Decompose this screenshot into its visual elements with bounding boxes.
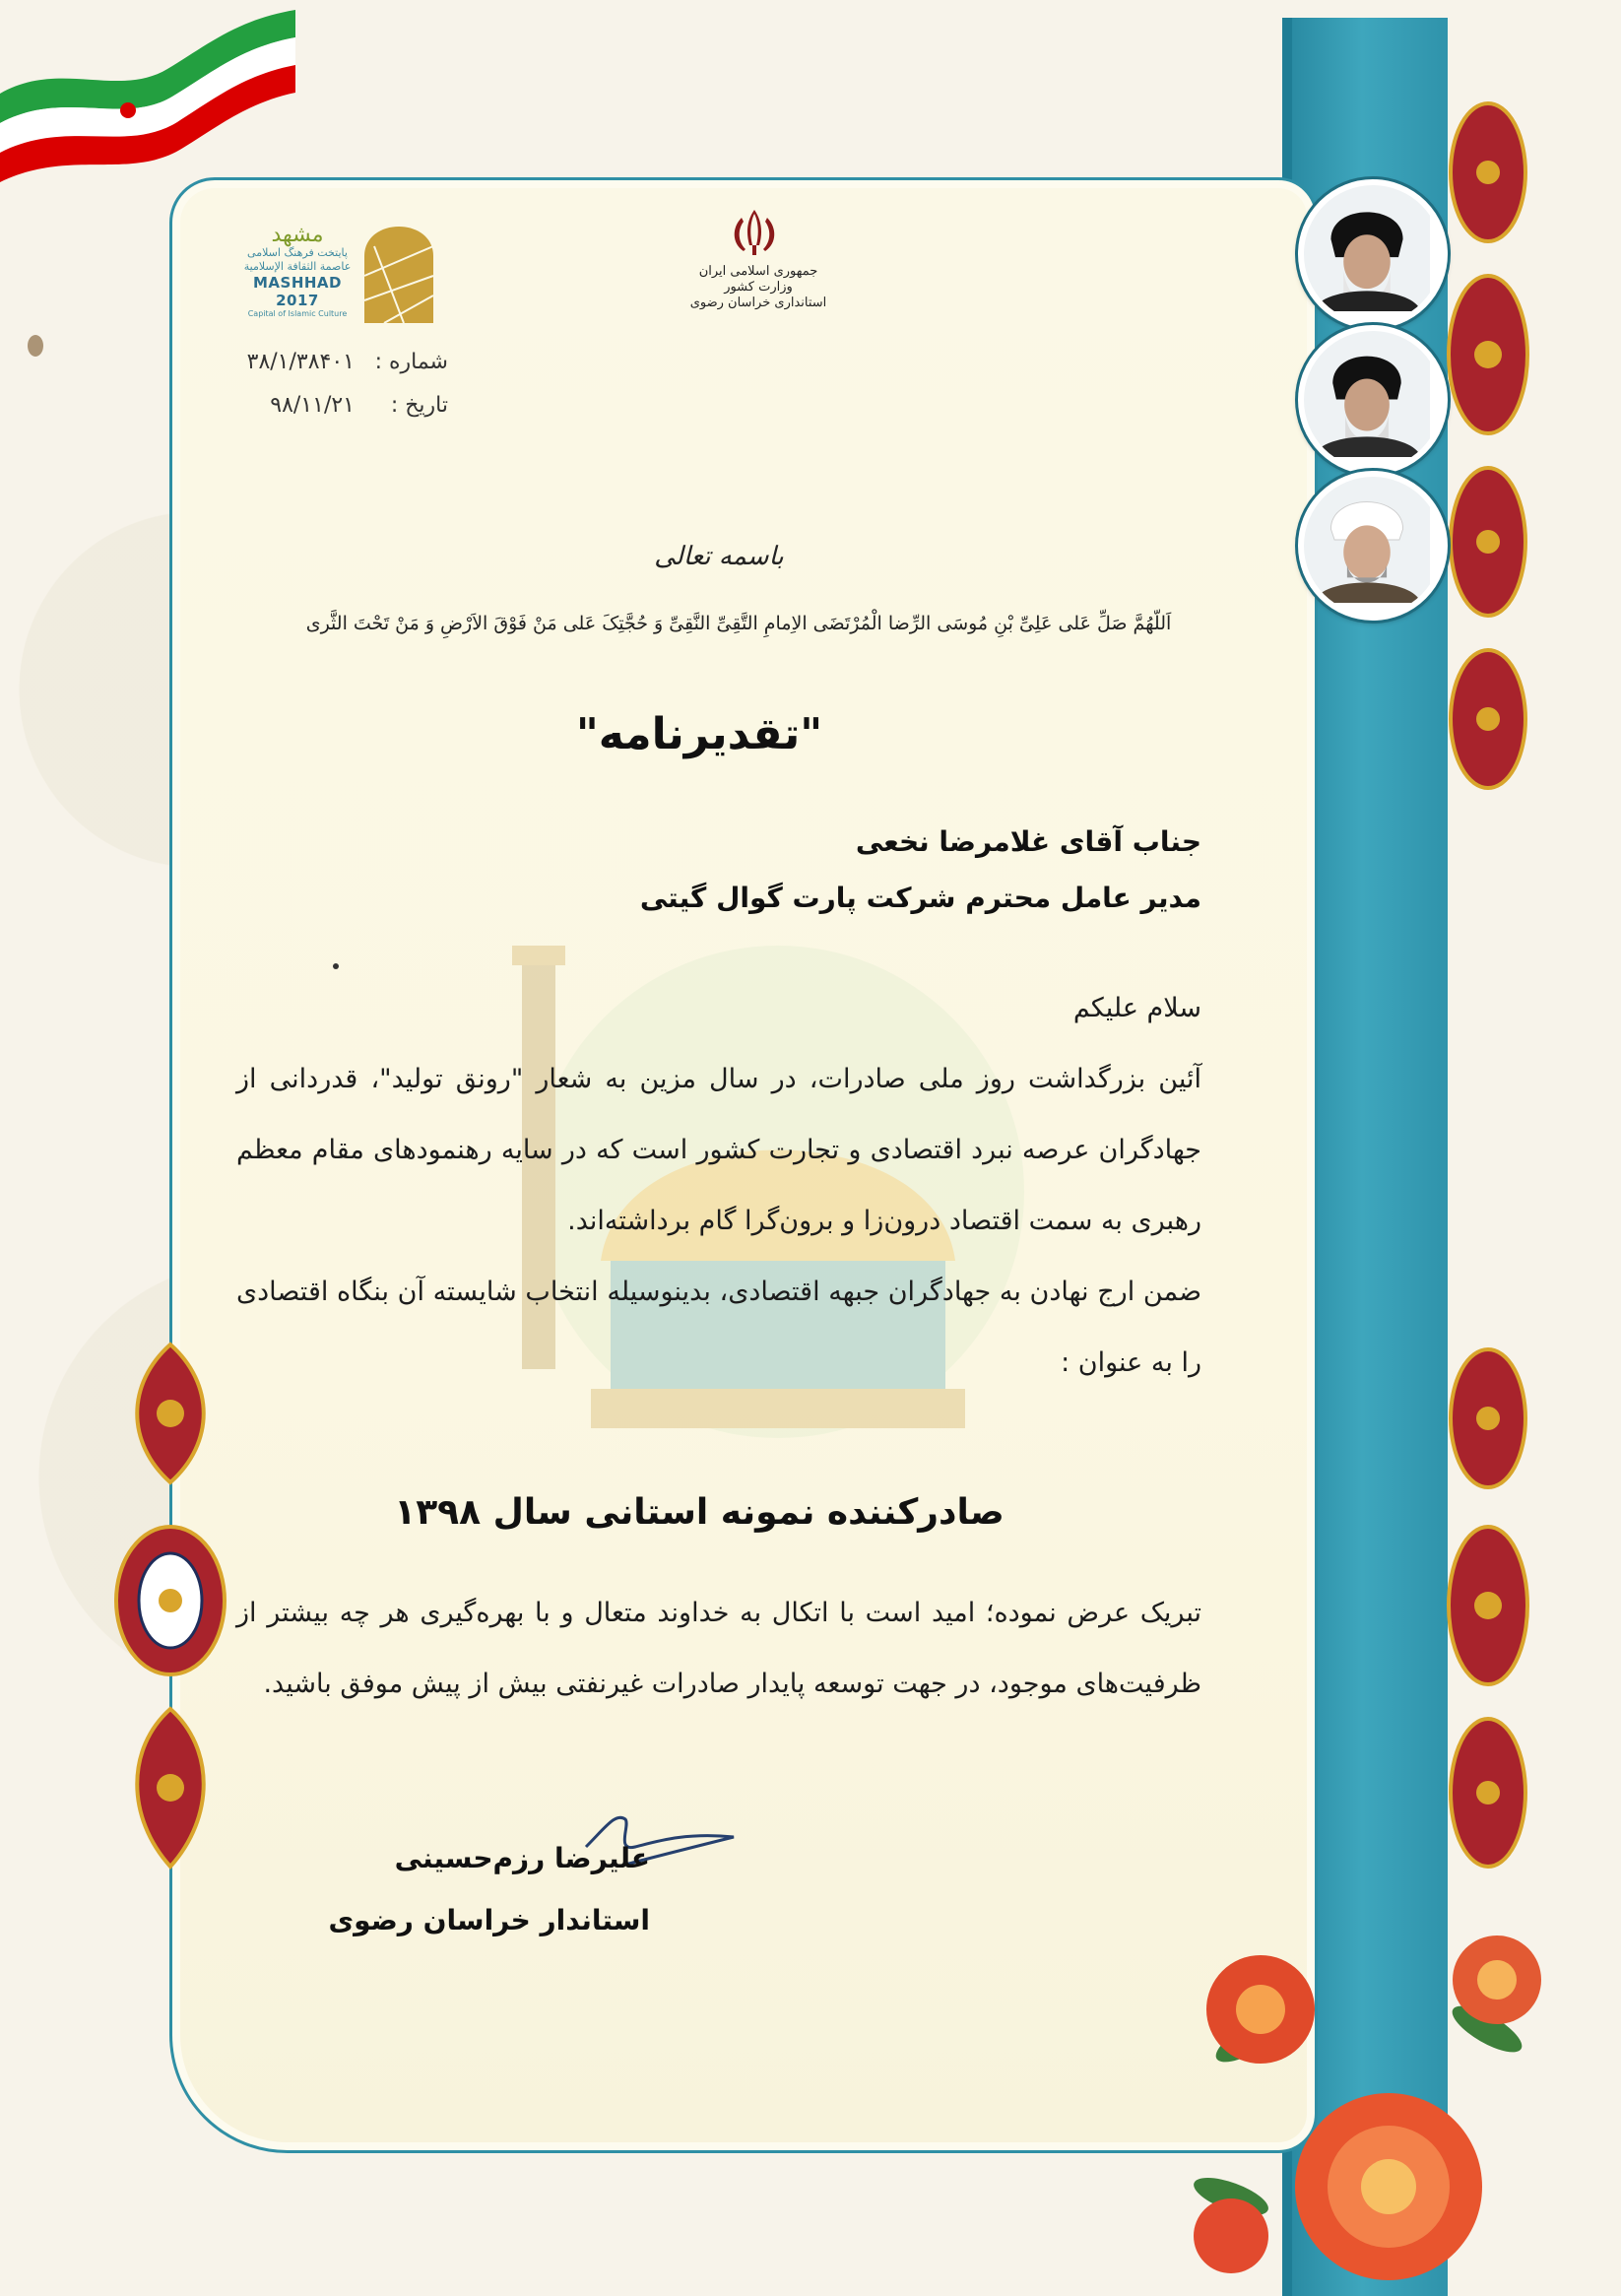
mashhad-subtitle-fa: پایتخت فرهنگ اسلامی [247, 246, 348, 259]
arabesque-ornament-bottom [1444, 1340, 1552, 1950]
mashhad-title-en: MASHHAD 2017 [252, 274, 342, 309]
number-label: شماره : [374, 350, 448, 374]
signer-name: علیرضا رزم‌حسینی [394, 1842, 650, 1874]
gov-line-1: جمهوری اسلامی ایران [698, 264, 818, 279]
number-value: ۳۸/۱/۳۸۴۰۱ [246, 350, 355, 374]
recipient-name: جناب آقای غلامرضا نخعی [855, 825, 1201, 858]
mashhad-title-fa: مشهد [271, 223, 324, 247]
signer-title: استاندار خراسان رضوی [328, 1904, 650, 1936]
government-header [680, 264, 837, 311]
iran-flag-icon [0, 0, 305, 197]
besmeh: باسمه تعالی [654, 542, 784, 571]
paragraph-2: ضمن ارج نهادن به جهادگران جبهه اقتصادی، بدینوسیله انتخاب شایسته آن بنگاه اقتصادی را به عنوان : [236, 1277, 1201, 1378]
mashhad-subtitle-ar: عاصمة الثقافة الإسلامية [243, 260, 352, 273]
document-meta [212, 341, 448, 427]
greeting: سلام علیکم [1072, 993, 1201, 1023]
number-row [212, 341, 448, 384]
date-value: ۹۸/۱۱/۲۱ [270, 393, 355, 418]
greeting-block [236, 973, 1201, 1399]
date-label: تاریخ : [390, 393, 448, 418]
flower-bouquet [1172, 1921, 1566, 2295]
closing-block [236, 1578, 1201, 1720]
gov-line-3: استانداری خراسان رضوی [689, 295, 827, 310]
recipient-position: مدیر عامل محترم شرکت پارت گوال گیتی [639, 882, 1201, 914]
date-row [212, 384, 448, 427]
paper-stain [28, 335, 43, 357]
mashhad-caption-en: Capital of Islamic Culture [247, 309, 348, 318]
arabesque-ornament-left [106, 1335, 234, 1886]
portrait-3 [1298, 471, 1448, 621]
portrait-2 [1298, 325, 1448, 475]
paragraph-1: آئین بزرگداشت روز ملی صادرات، در سال مزین به شعار "رونق تولید"، قدردانی از جهادگران عرصه نبرد اقتصادی و تجارت کشور است که در سایه رهنمودهای مقام معظم رهبری به سمت اقتصاد درون‌زا و برون‌گرا گام برداشته‌اند. [236, 1064, 1201, 1236]
ink-dot [333, 963, 339, 969]
salawat-line: اَللّهُمَّ صَلِّ عَلی عَلِیِّ بْنِ مُوسَی الرِّضا الْمُرْتَضَی الاِمامِ التَّقِیِّ النَّقِیِّ وَ حُجَّتِکَ عَلی مَنْ فَوْقَ الاَرْضِ وَ مَنْ تَحْتَ الثَّری [305, 613, 1172, 634]
award-title: صادرکننده نمونه استانی سال ۱۳۹۸ [394, 1492, 1005, 1533]
gov-line-2: وزارت کشور [724, 280, 793, 295]
portrait-1 [1298, 179, 1448, 329]
paragraph-3: تبریک عرض نموده؛ امید است با اتکال به خداوند متعال و با بهره‌گیری هر چه بیشتر از ظرفیت‌های موجود، در جهت توسعه پایدار صادرات غیرنفتی بیش از پیش موفق باشید. [236, 1598, 1201, 1699]
iran-emblem-icon [724, 202, 785, 263]
mashhad-logo-text [238, 225, 357, 318]
arabesque-ornament-top [1444, 79, 1552, 827]
certificate-title: "تقدیرنامه" [575, 709, 823, 759]
